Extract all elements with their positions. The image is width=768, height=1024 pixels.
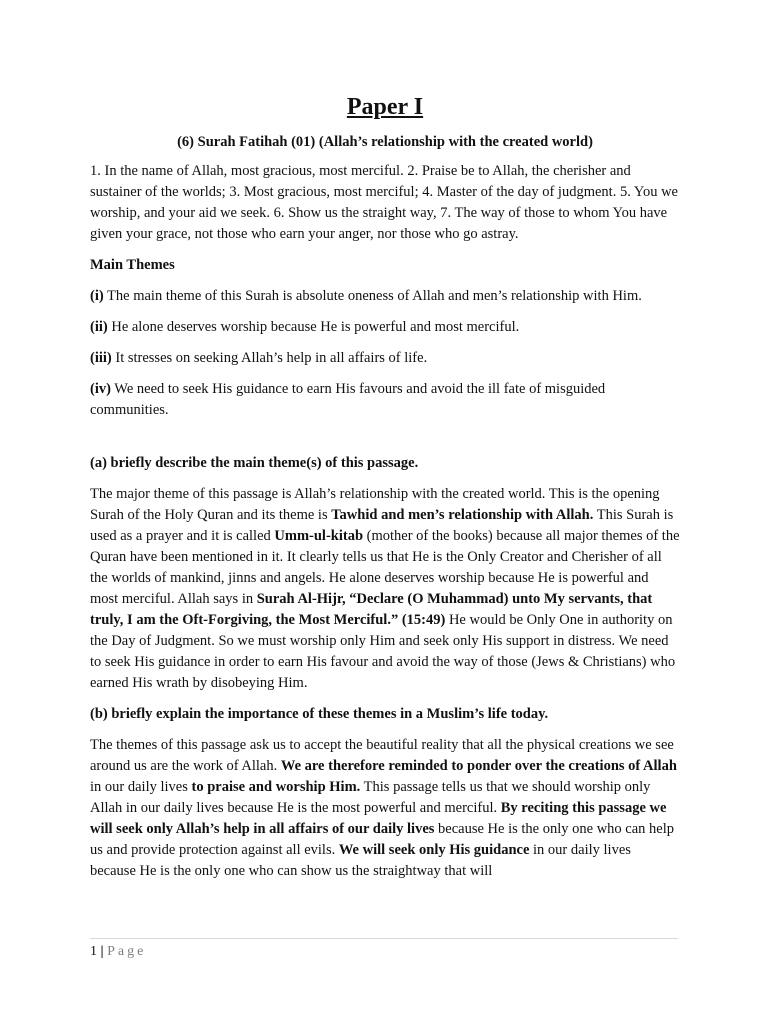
theme-number: (iii)	[90, 350, 112, 366]
bold-text-run: By reciting this passage we will seek only Allah’s help in all affairs of our daily lives	[90, 800, 667, 837]
text-run: He would be Only One in authority on the Day of Judgment. So we must worship only Him and seek only His support in distress. We need to seek His guidance in order to earn His favour and avoid the way of those (Jews & Christians) who earned His wrath by disobeying Him.	[90, 612, 676, 691]
bold-text-run: Tawhid and men’s relationship with Allah.	[331, 507, 594, 523]
theme-item	[90, 317, 680, 338]
main-themes-heading: Main Themes	[90, 257, 175, 273]
bold-text-run: We are therefore reminded to ponder over the creations of Allah	[280, 758, 677, 774]
bold-text-run: Surah Al-Hijr, “Declare (O Muhammad) unto My servants, that truly, I am the Oft-Forgiving, the Most Merciful.” (15:49)	[90, 591, 653, 628]
theme-number: (i)	[90, 288, 104, 304]
bold-text-run: Umm-ul-kitab	[274, 528, 364, 544]
theme-text: We need to seek His guidance to earn His favours and avoid the ill fate of misguided communities.	[90, 381, 606, 418]
bold-text-run: to praise and worship Him.	[191, 779, 361, 795]
page-subtitle: (6) Surah Fatihah (01) (Allah’s relationship with the created world)	[177, 134, 593, 150]
answer-b-paragraph	[90, 735, 680, 882]
theme-number: (ii)	[90, 319, 108, 335]
passage-text: 1. In the name of Allah, most gracious, most merciful. 2. Praise be to Allah, the cherisher and sustainer of the worlds; 3. Most gracious, most merciful; 4. Master of the day of judgment. 5. You we worship, and your aid we seek. 6. Show us the straight way, 7. The way of those to whom You have given your grace, not those who earn your anger, nor those who go astray.	[90, 163, 678, 242]
question-a: (a) briefly describe the main theme(s) of this passage.	[90, 455, 419, 471]
bold-text-run: We will seek only His guidance	[338, 842, 530, 858]
text-run: (mother of the books) because all major themes of the Quran have been mentioned in it. It clearly tells us that He is the Only Creator and Cherisher of all the worlds of mankind, jinns and angels. He alone deserves worship because He is powerful and most merciful. Allah says in	[90, 528, 680, 607]
text-run: This passage tells us that we should worship only Allah in our daily lives because He is the most powerful and merciful.	[90, 779, 651, 816]
page-title: Paper I	[346, 94, 424, 120]
question-b: (b) briefly explain the importance of these themes in a Muslim’s life today.	[90, 706, 549, 722]
text-run: in our daily lives	[90, 779, 192, 795]
theme-item	[90, 348, 680, 369]
text-run: This Surah is used as a prayer and it is called	[90, 507, 674, 544]
theme-text: The main theme of this Surah is absolute oneness of Allah and men’s relationship with Him.	[103, 288, 642, 304]
text-run: because He is the only one who can help us and provide protection against all evils.	[90, 821, 674, 858]
answer-a-paragraph	[90, 484, 680, 694]
text-run: The major theme of this passage is Allah’s relationship with the created world. This is the opening Surah of the Holy Quran and its theme is	[90, 486, 660, 523]
page-label: Page	[107, 944, 147, 959]
text-run: in our daily lives because He is the only one who can show us the straightway that will	[90, 842, 631, 879]
page-footer	[90, 938, 678, 961]
document-body	[90, 92, 680, 892]
theme-item	[90, 286, 680, 307]
theme-number: (iv)	[90, 381, 111, 397]
theme-text: He alone deserves worship because He is powerful and most merciful.	[107, 319, 520, 335]
text-run: The themes of this passage ask us to accept the beautiful reality that all the physical creations we see around us are the work of Allah.	[90, 737, 674, 774]
theme-item	[90, 379, 680, 421]
theme-text: It stresses on seeking Allah’s help in all affairs of life.	[111, 350, 428, 366]
page-number: 1	[90, 944, 97, 959]
footer-separator: |	[100, 944, 104, 959]
